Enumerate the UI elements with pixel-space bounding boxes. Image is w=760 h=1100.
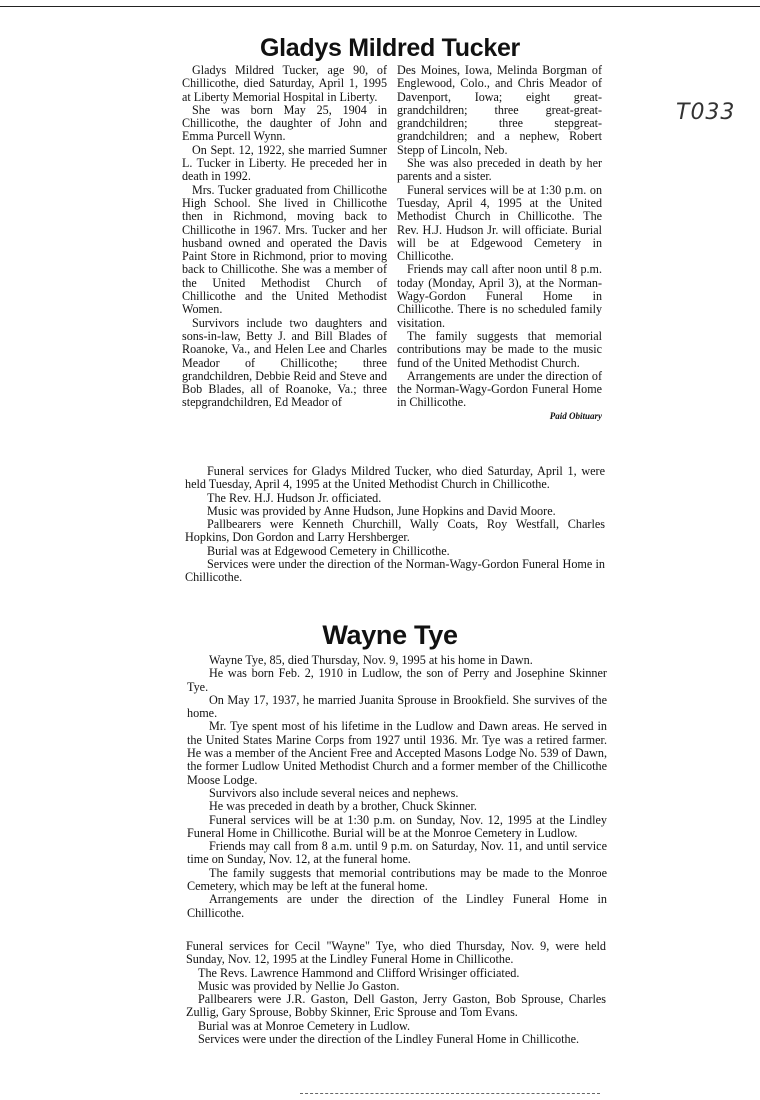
paragraph: Services were under the direction of the Lindley Funeral Home in Chillicothe.	[198, 1032, 580, 1047]
paragraph: Music was provided by Nellie Jo Gaston.	[198, 978, 400, 993]
paid-obituary-signature: Paid Obituary	[549, 410, 602, 421]
paragraph: Pallbearers were Kenneth Churchill, Wally Coats, Roy Westfall, Charles Hopkins, Don Gordon and Larry Hershberger.	[185, 517, 605, 545]
paragraph: Services were under the direction of the Norman-Wagy-Gordon Funeral Home in Chillicothe.	[185, 557, 605, 585]
paragraph: Pallbearers were J.R. Gaston, Dell Gaston, Jerry Gaston, Bob Sprouse, Charles Zullig, Gary Sprouse, Bobby Skinner, Eric Sprouse and Tom Evans.	[186, 992, 606, 1020]
paragraph: The family suggests that memorial contributions may be made to the Monroe Cemetery, which may be left at the funeral home.	[187, 865, 607, 894]
paragraph: The Rev. H.J. Hudson Jr. officiated.	[207, 490, 382, 505]
obituary-tye-body	[187, 654, 607, 920]
paragraph: Arrangements are under the direction of the Lindley Funeral Home in Chillicothe.	[187, 892, 607, 920]
obituary-headline-tucker: Gladys Mildred Tucker	[260, 34, 520, 62]
paragraph: Survivors include two daughters and sons-in-law, Betty J. and Bill Blades of Roanoke, Va., and Helen Lee and Charles Meador of Chillicothe; three grandchildren, Debbie Reid and Steve and Bob Blades, all of Roanoke, Va.; three stepgrandchildren, Ed Meador of	[182, 315, 387, 410]
paragraph: She was also preceded in death by her parents and a sister.	[397, 156, 602, 184]
paragraph: On May 17, 1937, he married Juanita Sprouse in Brookfield. She survives of the home.	[187, 692, 607, 721]
handwritten-note: T033	[676, 100, 736, 125]
paragraph: Des Moines, Iowa, Melinda Borgman of Englewood, Colo., and Chris Meador of Davenport, Iowa; eight great-grandchildren; three great-great-grandchildren; three stepgreat-grandchildren; and a nephew, Robert Stepp of Lincoln, Neb.	[397, 63, 602, 157]
paragraph: Mrs. Tucker graduated from Chillicothe High School. She lived in Chillicothe then in Richmond, moving back to Chillicothe in 1967. Mrs. Tucker and her husband owned and operated the Davis Paint Store in Richmond, prior to moving back to Chillicothe. She was a member of the United Methodist Church of Chillicothe and the United Methodist Women.	[182, 182, 387, 317]
paragraph: She was born May 25, 1904 in Chillicothe, the daughter of John and Emma Purcell Wynn.	[182, 102, 387, 144]
paragraph: Survivors also include several neices and nephews.	[209, 785, 459, 800]
paragraph: Funeral services will be at 1:30 p.m. on Sunday, Nov. 12, 1995 at the Lindley Funeral Home in Chillicothe. Burial will be at the Monroe Cemetery in Ludlow.	[187, 812, 607, 840]
obituary-tucker-left-column	[182, 64, 387, 410]
paragraph: The family suggests that memorial contributions may be made to the music fund of the United Methodist Church.	[397, 328, 602, 370]
paragraph: Gladys Mildred Tucker, age 90, of Chillicothe, died Saturday, April 1, 1995 at Liberty Memorial Hospital in Liberty.	[182, 63, 387, 104]
top-rule	[0, 6, 760, 7]
paragraph: He was born Feb. 2, 1910 in Ludlow, the son of Perry and Josephine Skinner Tye.	[187, 666, 607, 694]
paragraph: Wayne Tye, 85, died Thursday, Nov. 9, 1995 at his home in Dawn.	[209, 653, 533, 667]
paragraph: Music was provided by Anne Hudson, June Hopkins and David Moore.	[207, 503, 556, 518]
paragraph: Friends may call after noon until 8 p.m. today (Monday, April 3), at the Norman-Wagy-Gordon Funeral Home in Chillicothe. There is no scheduled family visitation.	[397, 262, 602, 330]
paragraph: Funeral services for Gladys Mildred Tucker, who died Saturday, April 1, were held Tuesday, April 4, 1995 at the United Methodist Church in Chillicothe.	[185, 464, 605, 492]
services-notice-tye	[186, 940, 606, 1046]
paragraph: The Revs. Lawrence Hammond and Clifford Wrisinger officiated.	[198, 965, 520, 980]
paragraph: Friends may call from 8 a.m. until 9 p.m. on Saturday, Nov. 11, and until service time on Sunday, Nov. 12, at the funeral home.	[187, 839, 607, 867]
paragraph: Burial was at Edgewood Cemetery in Chillicothe.	[207, 543, 450, 558]
paragraph: Arrangements are under the direction of the Norman-Wagy-Gordon Funeral Home in Chillicothe.	[397, 368, 602, 410]
paragraph: Funeral services for Cecil "Wayne" Tye, who died Thursday, Nov. 9, were held Sunday, Nov. 12, 1995 at the Lindley Funeral Home in Chillicothe.	[186, 939, 606, 967]
paragraph: He was preceded in death by a brother, Chuck Skinner.	[209, 799, 477, 814]
obituary-headline-tye: Wayne Tye	[322, 620, 458, 650]
paragraph: Burial was at Monroe Cemetery in Ludlow.	[198, 1018, 411, 1033]
services-notice-tucker	[185, 465, 605, 585]
bottom-rule	[300, 1093, 600, 1094]
obituary-tucker-right-column	[397, 64, 602, 423]
paragraph: Mr. Tye spent most of his lifetime in the Ludlow and Dawn areas. He served in the United States Marine Corps from 1927 until 1936. Mr. Tye was a retired farmer. He was a member of the Ancient Free and Accepted Masons Lodge No. 539 of Dawn, the former Ludlow United Methodist Church and a former member of the Chillicothe Moose Lodge.	[187, 719, 607, 787]
paragraph: On Sept. 12, 1922, she married Sumner L. Tucker in Liberty. He preceded her in death in 1992.	[182, 142, 387, 184]
paragraph: Funeral services will be at 1:30 p.m. on Tuesday, April 4, 1995 at the United Methodist Church in Chillicothe. The Rev. H.J. Hudson Jr. will officiate. Burial will be at Edgewood Cemetery in Chillicothe.	[397, 182, 602, 264]
